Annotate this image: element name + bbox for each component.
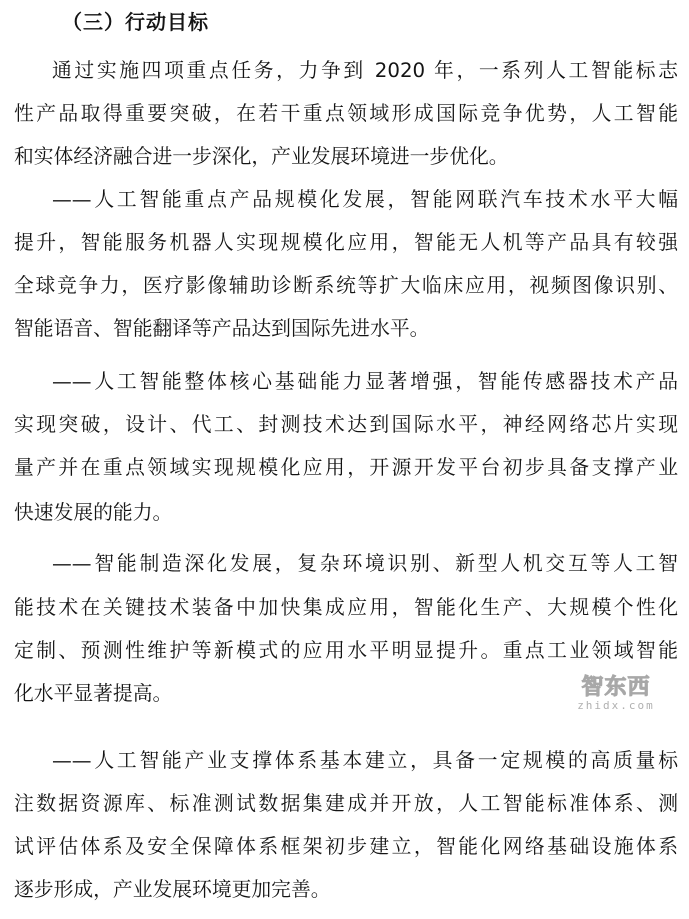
paragraph-5-line-3: 试评估体系及安全保障体系框架初步建立，智能化网络基础设施体系 [14, 835, 678, 858]
paragraph-1-line-3: 和实体经济融合进一步深化，产业发展环境进一步优化。 [14, 145, 509, 168]
paragraph-2-line-1: ——人工智能重点产品规模化发展，智能网联汽车技术水平大幅 [52, 188, 678, 211]
paragraph-5-line-4: 逐步形成，产业发展环境更加完善。 [14, 878, 331, 901]
paragraph-4-line-1: ——智能制造深化发展，复杂环境识别、新型人机交互等人工智 [52, 552, 678, 575]
paragraph-2-line-3: 全球竞争力，医疗影像辅助诊断系统等扩大临床应用，视频图像识别、 [14, 274, 678, 297]
section-heading: （三）行动目标 [62, 10, 209, 34]
paragraph-1-line-1: 通过实施四项重点任务，力争到 2020 年，一系列人工智能标志 [52, 59, 678, 82]
paragraph-4-line-2: 能技术在关键技术装备中加快集成应用，智能化生产、大规模个性化 [14, 596, 678, 619]
watermark [566, 676, 666, 712]
paragraph-1-line-2: 性产品取得重要突破，在若干重点领域形成国际竞争优势，人工智能 [14, 102, 678, 125]
paragraph-3-line-3: 量产并在重点领域实现规模化应用，开源开发平台初步具备支撑产业 [14, 456, 678, 479]
paragraph-2-line-4: 智能语音、智能翻译等产品达到国际先进水平。 [14, 317, 430, 340]
paragraph-5-line-2: 注数据资源库、标准测试数据集建成并开放，人工智能标准体系、测 [14, 792, 678, 815]
paragraph-3-line-4: 快速发展的能力。 [14, 501, 173, 524]
paragraph-3-line-2: 实现突破，设计、代工、封测技术达到国际水平，神经网络芯片实现 [14, 413, 678, 436]
paragraph-4-line-4: 化水平显著提高。 [14, 682, 173, 705]
paragraph-3-line-1: ——人工智能整体核心基础能力显著增强，智能传感器技术产品 [52, 370, 678, 393]
paragraph-4-line-3: 定制、预测性维护等新模式的应用水平明显提升。重点工业领域智能 [14, 639, 678, 662]
watermark-url: zhidx.com [577, 699, 655, 712]
paragraph-2-line-2: 提升，智能服务机器人实现规模化应用，智能无人机等产品具有较强 [14, 231, 678, 254]
watermark-logo: 智东西 [581, 675, 651, 700]
paragraph-5-line-1: ——人工智能产业支撑体系基本建立，具备一定规模的高质量标 [52, 749, 678, 772]
